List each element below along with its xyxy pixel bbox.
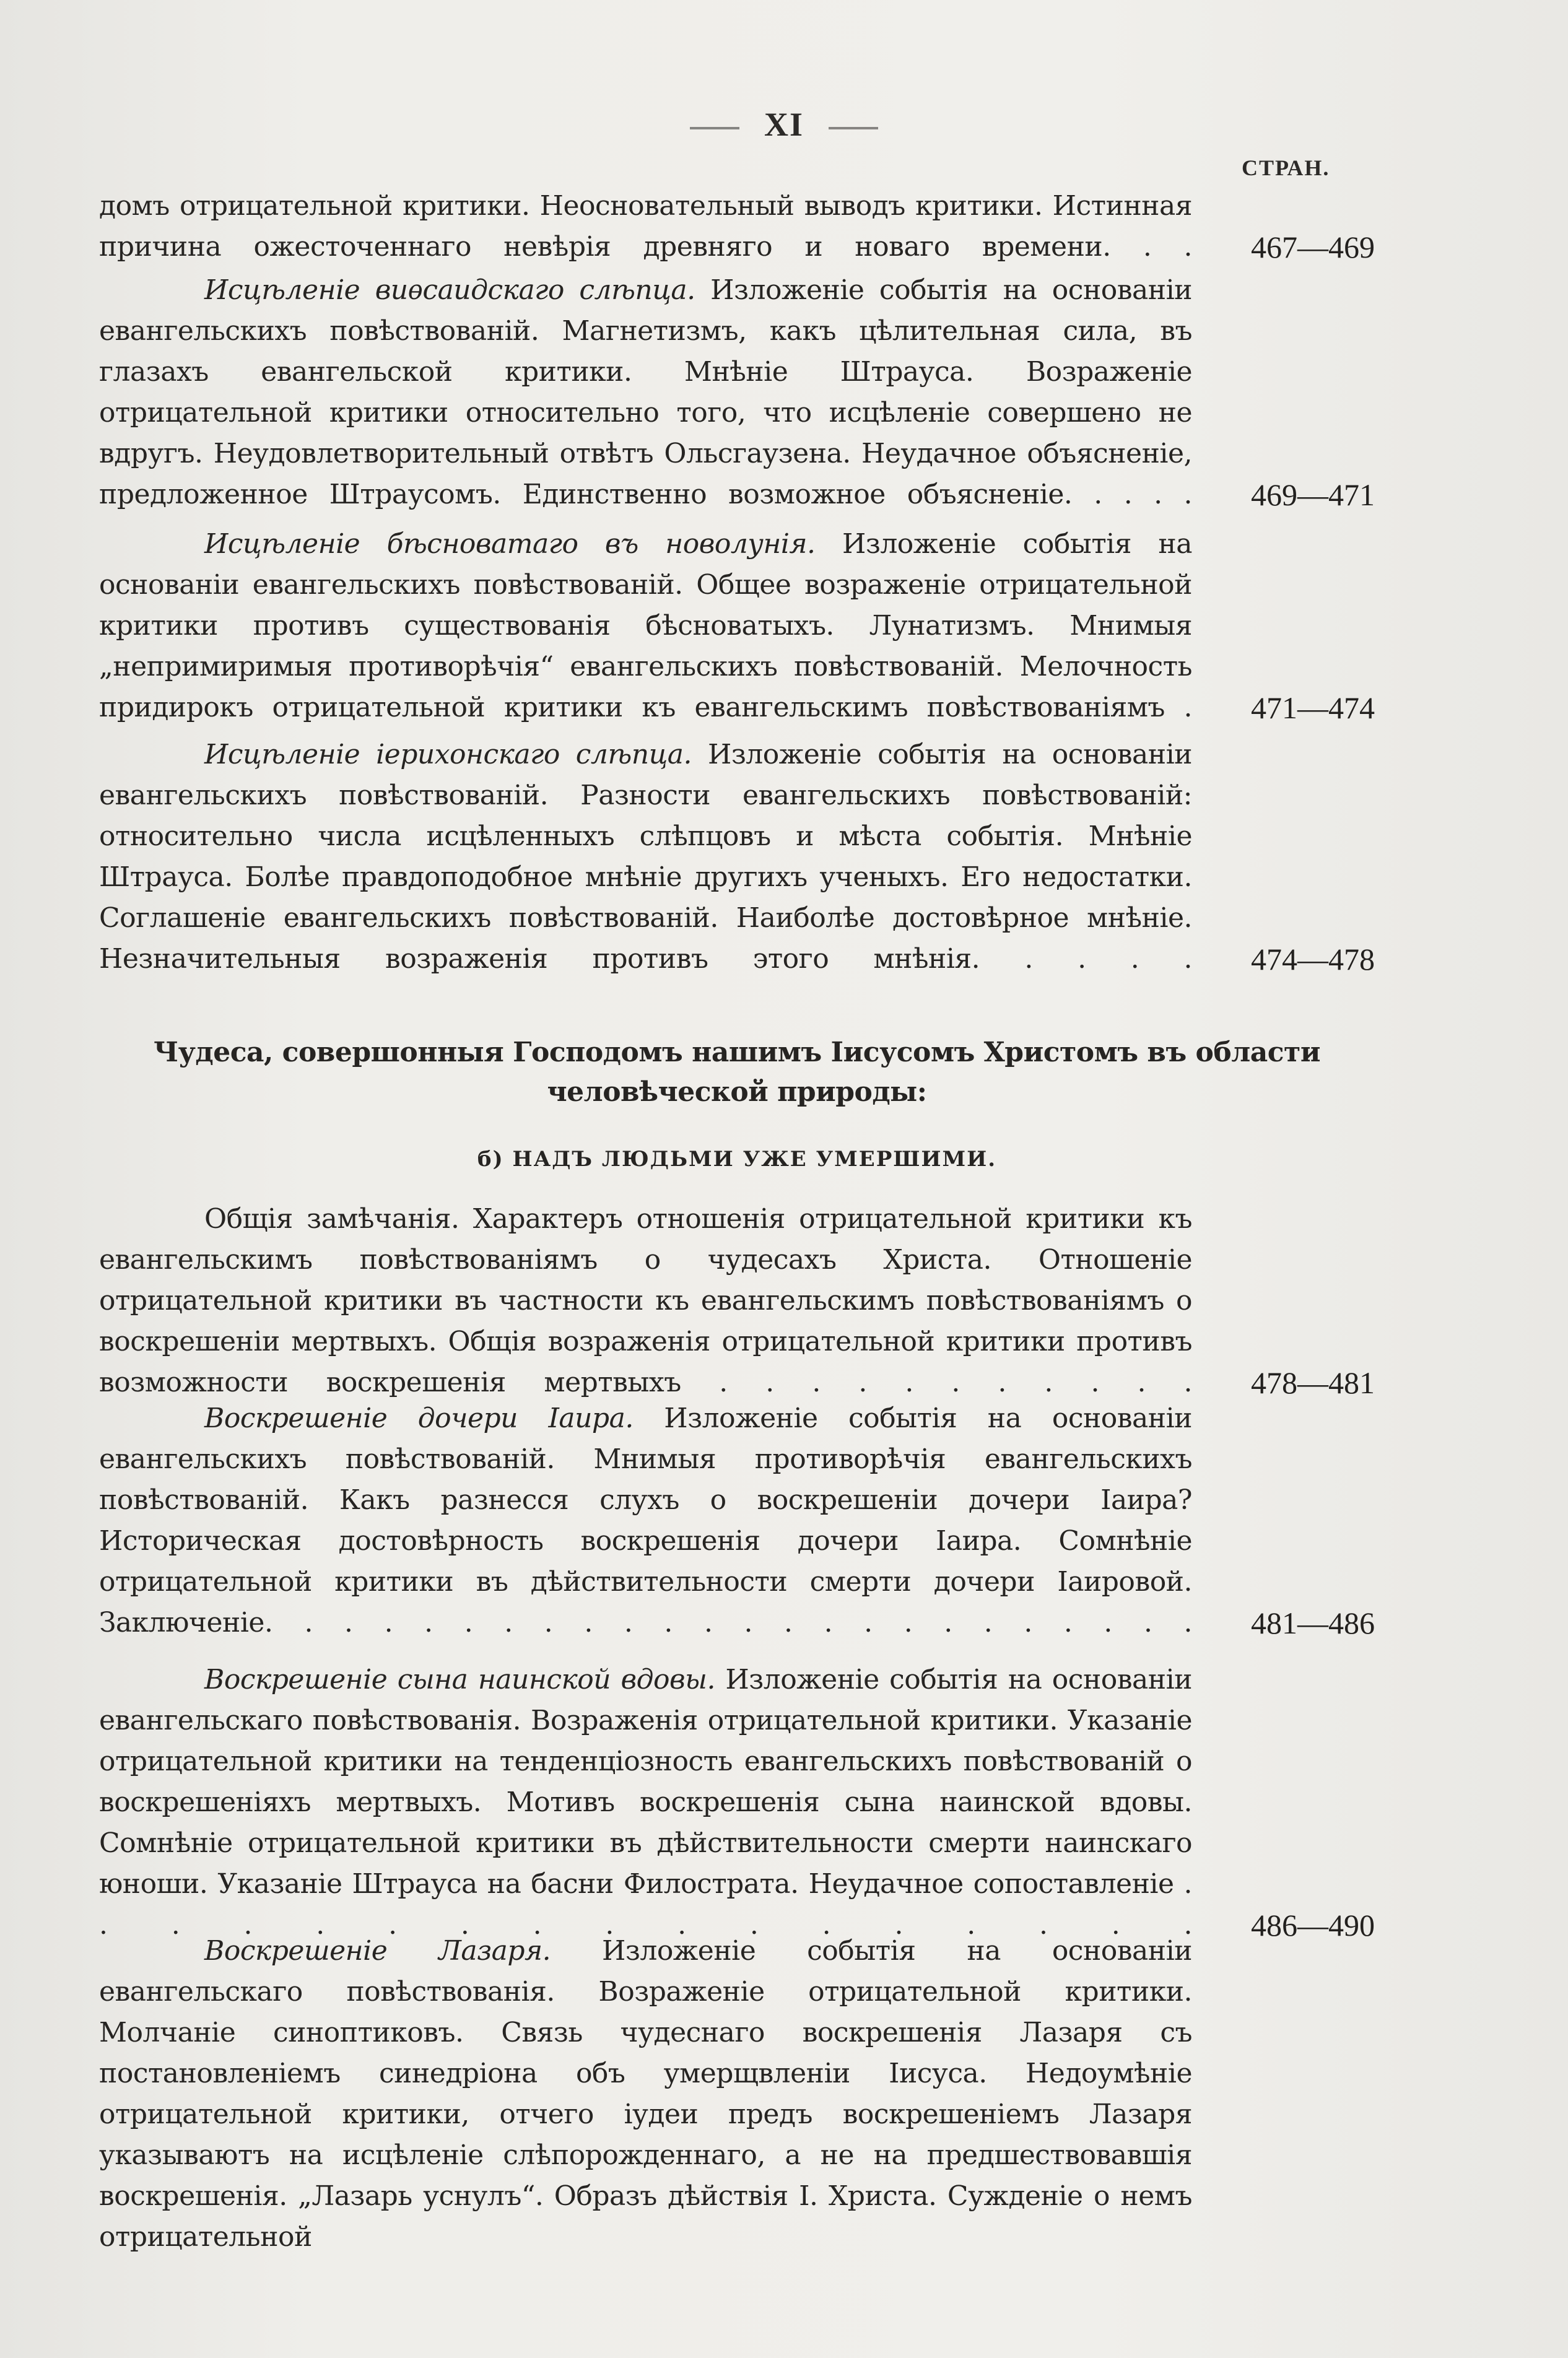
entry-description: Общія замѣчанія. Характеръ отношенія отрицательной критики къ евангельскимъ повѣствованіямъ о чудесахъ Христа. Отношеніе отрицательной критики въ частности къ евангельскимъ повѣствованіямъ о воскрешеніи мертвыхъ. Общія возраженія отрицательной критики противъ возможности воскрешенія мертвыхъ . . . . . . . . . . . <box>99 1203 1192 1398</box>
entry-description: Изложеніе событія на основаніи евангельскаго повѣствованія. Возраженія отрицательной критики. Указаніе отрицательной критики на тенденціозность евангельскихъ повѣствованій о воскрешеніяхъ мертвыхъ. Мотивъ воскрешенія сына наинской вдовы. Сомнѣніе отрицательной критики въ дѣйствительности смерти наинскаго юноши. Указаніе Штрауса на басни Филострата. Неудачное сопоставленіе . . . . . . . . . . . . . . . . . <box>99 1664 1192 1941</box>
header-dash-right <box>829 127 878 129</box>
entry-description: Изложеніе событія на основаніи евангельскихъ повѣствованій. Магнетизмъ, какъ цѣлительная сила, въ глазахъ евангельской критики. Мнѣніе Штрауса. Возраженіе отрицательной критики относительно того, что исцѣленіе совершено не вдругъ. Неудовлетворительный отвѣтъ Ольсгаузена. Неудачное объясненіе, предложенное Штраусомъ. Единственно возможное объясненіе. . . . . <box>99 274 1192 510</box>
entry-text <box>99 524 1192 728</box>
entry-description: Изложеніе событія на основаніи евангельскихъ повѣствованій. Разности евангельскихъ повѣствованій: относительно числа исцѣленныхъ слѣпцовъ и мѣста событія. Мнѣніе Штрауса. Болѣе правдоподобное мнѣніе другихъ ученыхъ. Его недостатки. Соглашеніе евангельскихъ повѣствованій. Наиболѣе достовѣрное мнѣніе. Незначительныя возраженія противъ этого мнѣнія. . . . . <box>99 739 1192 975</box>
entry-description: домъ отрицательной критики. Неосновательный выводъ критики. Истинная причина ожесточеннаго невѣрія древняго и новаго времени. . . <box>99 190 1192 263</box>
section-heading: Чудеса, совершонныя Господомъ нашимъ Іисусомъ Христомъ въ области человѣческой природы: <box>154 1037 1320 1108</box>
page-number: XI <box>764 106 804 143</box>
entry-title: Воскрешеніе сына наинской вдовы. <box>204 1664 715 1695</box>
header-dash-left <box>690 127 739 129</box>
entry-pages: 486—490 <box>1251 1908 1375 1943</box>
entry-description: Изложеніе событія на основаніи евангельскихъ повѣствованій. Общее возраженіе отрицательной критики противъ существованія бѣсноватыхъ. Лунатизмъ. Мнимыя „непримиримыя противорѣчія“ евангельскихъ повѣствованій. Мелочность придирокъ отрицательной критики къ евангельскимъ повѣствованіямъ . <box>99 528 1192 723</box>
toc-entry <box>99 1199 1375 1403</box>
entry-pages: 467—469 <box>1251 230 1375 264</box>
toc-entry <box>99 524 1375 728</box>
entry-text <box>99 186 1192 268</box>
toc-entry <box>99 1398 1375 1643</box>
entry-text <box>99 1398 1192 1643</box>
toc-entry <box>99 734 1375 980</box>
page-header <box>0 105 1568 144</box>
toc-entry <box>99 270 1375 515</box>
entry-description: Изложеніе событія на основаніи евангельскихъ повѣствованій. Мнимыя противорѣчія евангельскихъ повѣствованій. Какъ разнесся слухъ о воскрешеніи дочери Іаира? Историческая достовѣрность воскрешенія дочери Іаира. Сомнѣніе отрицательной критики въ дѣйствительности смерти дочери Іаировой. Заключеніе. . . . . . . . . . . . . . . . . . . . . . . . <box>99 1403 1193 1638</box>
toc-entry <box>99 1660 1375 1946</box>
entry-pages: 471—474 <box>1251 690 1375 725</box>
entry-title: Исцѣленіе іерихонскаго слѣпца. <box>204 739 692 770</box>
entry-text <box>99 1199 1192 1403</box>
pages-column-label: СТРАН. <box>1242 155 1330 180</box>
entry-pages: 469—471 <box>1251 477 1375 512</box>
entry-title: Исцѣленіе виѳсаидскаго слѣпца. <box>204 274 695 306</box>
entry-pages: 481—486 <box>1251 1606 1375 1640</box>
entry-text <box>99 734 1192 980</box>
entry-title: Воскрешеніе дочери Іаира. <box>204 1403 634 1434</box>
toc-entry <box>99 186 1375 268</box>
entry-text <box>99 1931 1192 2258</box>
entry-pages: 474—478 <box>1251 942 1375 977</box>
entry-title: Исцѣленіе бѣсноватаго въ новолунія. <box>204 528 816 560</box>
section-subheading: б) НАДЪ ЛЮДЬМИ УЖЕ УМЕРШИМИ. <box>477 1147 997 1172</box>
entry-text <box>99 1660 1192 1946</box>
entry-text <box>99 270 1192 515</box>
entry-description: Изложеніе событія на основаніи евангельскаго повѣствованія. Возраженіе отрицательной критики. Молчаніе синоптиковъ. Связь чудеснаго воскрешенія Лазаря съ постановленіемъ синедріона объ умерщвленіи Іисуса. Недоумѣніе отрицательной критики, отчего іудеи предъ воскрешеніемъ Лазаря указываютъ на исцѣленіе слѣпорожденнаго, а не на предшествовавшія воскрешенія. „Лазарь уснулъ“. Образъ дѣйствія І. Христа. Сужденіе о немъ отрицательной <box>99 1935 1192 2253</box>
toc-entry <box>99 1931 1375 2258</box>
entry-title: Воскрешеніе Лазаря. <box>204 1935 551 1967</box>
entry-pages: 478—481 <box>1251 1365 1375 1400</box>
